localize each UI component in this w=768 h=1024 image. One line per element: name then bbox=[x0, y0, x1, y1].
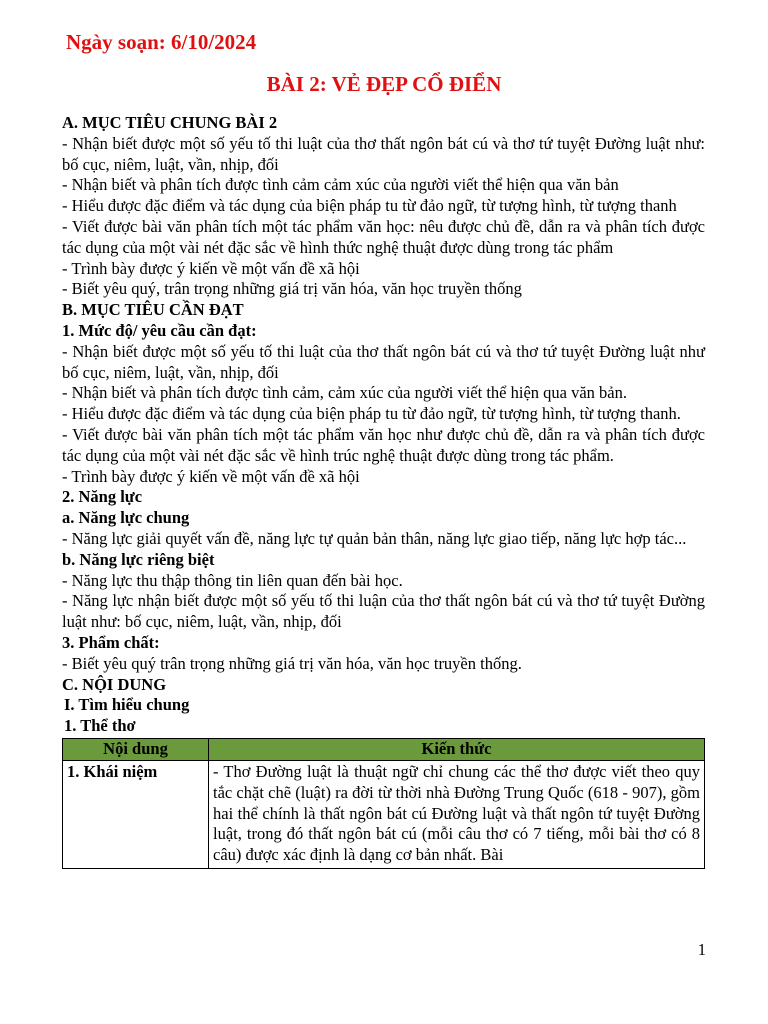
section-b1-item: - Trình bày được ý kiến về một vấn đề xã hội bbox=[62, 466, 360, 486]
section-c-heading: C. NỘI DUNG bbox=[62, 674, 167, 694]
section-b1-item: - Nhận biết được một số yếu tố thi luật của thơ thất ngôn bát cú và thơ tứ tuyệt Đường luật như bố cục, niêm, luật, vần, nhịp, đối bbox=[62, 341, 705, 382]
section-b2-heading: 2. Năng lực bbox=[62, 487, 143, 507]
page-number: 1 bbox=[697, 940, 706, 959]
table-header-row bbox=[63, 738, 705, 760]
section-b2a-heading: a. Năng lực chung bbox=[62, 508, 190, 528]
section-b1-item: - Hiểu được đặc điểm và tác dụng của biện pháp tu từ đảo ngữ, từ tượng hình, từ tượng thanh. bbox=[62, 404, 681, 424]
knowledge-table bbox=[62, 738, 705, 869]
section-a-item: - Trình bày được ý kiến về một vấn đề xã hội bbox=[62, 258, 360, 278]
section-b-heading: B. MỤC TIÊU CẦN ĐẠT bbox=[62, 300, 244, 320]
section-a-item: - Nhận biết và phân tích được tình cảm cảm xúc của người viết thể hiện qua văn bản bbox=[62, 175, 619, 195]
section-b2a-item: - Năng lực giải quyết vấn đề, năng lực tự quản bản thân, năng lực giao tiếp, năng lực hợp tác... bbox=[62, 528, 687, 548]
section-b2b-item: - Năng lực thu thập thông tin liên quan đến bài học. bbox=[62, 570, 403, 590]
section-a-item: - Biết yêu quý, trân trọng những giá trị văn hóa, văn học truyền thống bbox=[62, 279, 522, 299]
section-b1-item: - Nhận biết và phân tích được tình cảm, cảm xúc của người viết thể hiện qua văn bản. bbox=[62, 383, 627, 403]
section-a-item: - Viết được bài văn phân tích một tác phẩm văn học: nêu được chủ đề, dẫn ra và phân tích được tác dụng của một vài nét đặc sắc về hình thức nghệ thuật được dùng trong tác phẩm bbox=[62, 216, 705, 257]
table-row bbox=[63, 760, 705, 868]
section-a-item: - Nhận biết được một số yếu tố thi luật của thơ thất ngôn bát cú và thơ tứ tuyệt Đường luật như: bố cục, niêm, luật, vần, nhịp, đối bbox=[62, 133, 705, 174]
preparation-date: Ngày soạn: 6/10/2024 bbox=[66, 30, 257, 54]
section-b1-item: - Viết được bài văn phân tích một tác phẩm văn học như được chủ đề, dẫn ra và phân tích được tác dụng của một vài nét đặc sắc về hình trúc nghệ thuật được dùng trong tác phẩm. bbox=[62, 424, 705, 465]
section-b2b-item: - Năng lực nhận biết được một số yếu tố thi luận của thơ thất ngôn bát cú và thơ tứ tuyệt Đường luật như: bố cục, niêm, luật, vần, nhịp, đối bbox=[62, 591, 705, 632]
section-a-heading: A. MỤC TIÊU CHUNG BÀI 2 bbox=[62, 113, 278, 132]
lesson-title: BÀI 2: VẺ ĐẸP CỔ ĐIỂN bbox=[266, 72, 502, 96]
section-b3-heading: 3. Phẩm chất: bbox=[62, 632, 160, 652]
table-header-content: Nội dung bbox=[63, 738, 209, 760]
table-header-knowledge: Kiến thức bbox=[209, 738, 705, 760]
section-b3-item: - Biết yêu quý trân trọng những giá trị văn hóa, văn học truyền thống. bbox=[62, 653, 522, 673]
section-b2b-heading: b. Năng lực riêng biệt bbox=[62, 549, 215, 569]
section-c1-1-heading: 1. Thể thơ bbox=[64, 716, 136, 736]
document-body bbox=[62, 113, 705, 869]
section-a-item: - Hiểu được đặc điểm và tác dụng của biện pháp tu từ đảo ngữ, từ tượng hình, từ tượng thanh bbox=[62, 196, 677, 216]
table-cell-label: 1. Khái niệm bbox=[63, 760, 209, 868]
section-c1-heading: I. Tìm hiểu chung bbox=[64, 695, 190, 715]
table-cell-text: - Thơ Đường luật là thuật ngữ chỉ chung các thể thơ được viết theo quy tắc chặt chẽ (luật) ra đời từ thời nhà Đường Trung Quốc (618 - 907), gồm hai thể chính là thất ngôn bát cú Đường luật và thất ngôn tứ tuyệt Đường luật, trong đó thất ngôn bát cú (mỗi câu thơ có 7 tiếng, mỗi bài thơ có 8 câu) được xác định là dạng cơ bản nhất. Bài bbox=[209, 760, 705, 868]
section-b1-heading: 1. Mức độ/ yêu cầu cần đạt: bbox=[62, 320, 257, 340]
